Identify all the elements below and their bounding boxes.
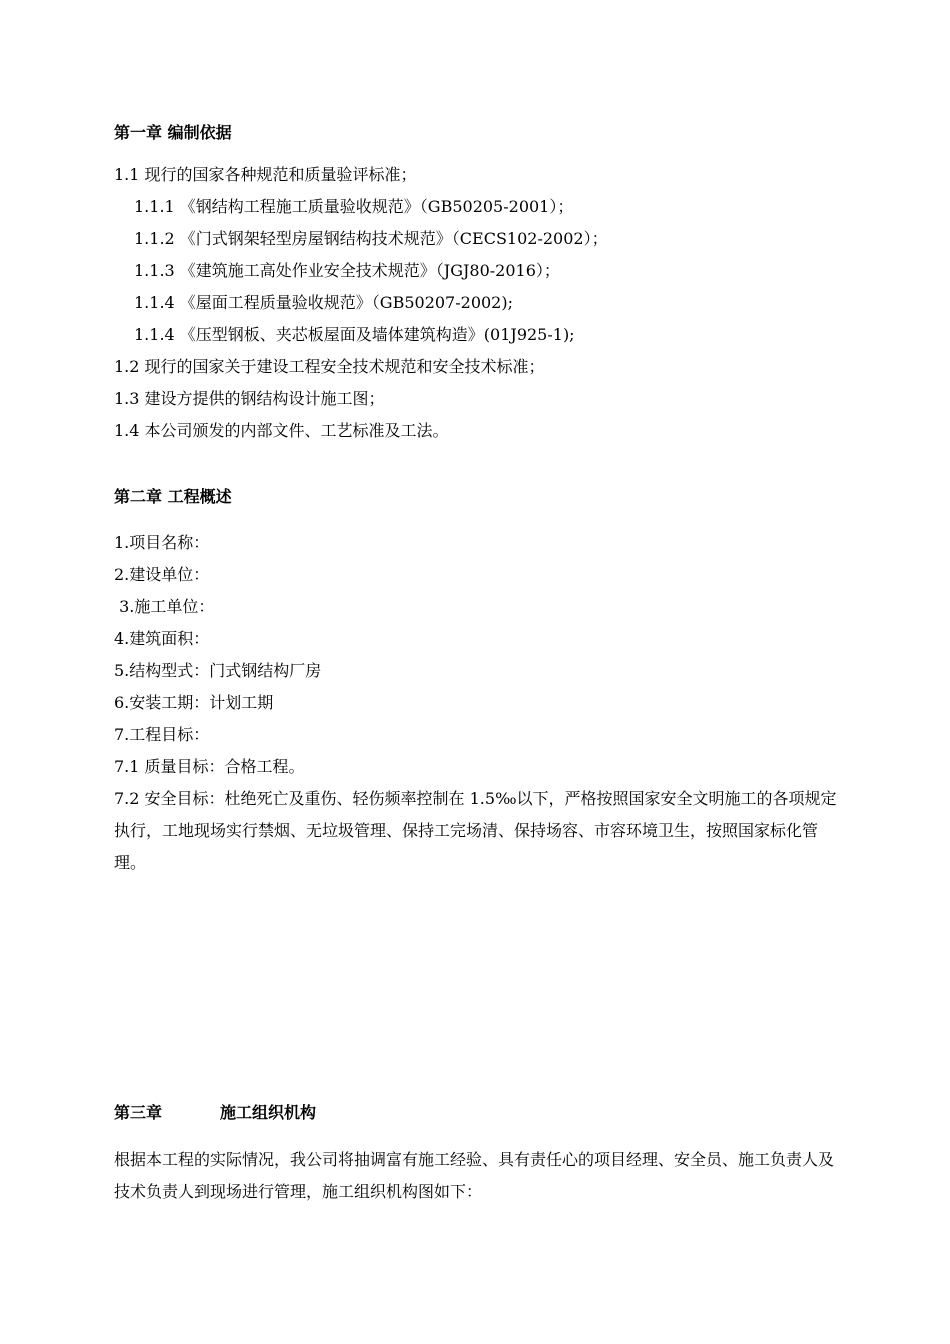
basis-subitem: 1.1.4 《压型钢板、夹芯板屋面及墙体建筑构造》(01J925-1);: [134, 325, 575, 344]
overview-item: 1.项目名称：: [114, 533, 210, 552]
basis-item: 1.4 本公司颁发的内部文件、工艺标准及工法。: [114, 421, 449, 440]
basis-item: 1.3 建设方提供的钢结构设计施工图；: [114, 389, 385, 408]
chapter-2-title: 第二章 工程概述: [114, 487, 232, 506]
basis-subitem: 1.1.1 《钢结构工程施工质量验收规范》（GB50205-2001）；: [134, 197, 574, 216]
chapter-3-number: 第三章: [114, 1103, 163, 1122]
chapter-3-name: 施工组织机构: [220, 1103, 317, 1122]
chapter-3-title: [114, 1102, 316, 1124]
overview-item: 4.建筑面积：: [114, 629, 210, 648]
overview-item: 7.工程目标：: [114, 725, 210, 744]
safety-goal-paragraph: 7.2 安全目标：杜绝死亡及重伤、轻伤频率控制在 1.5‰以下，严格按照国家安全文明施工的各项规定执行，工地现场实行禁烟、无垃圾管理、保持工完场清、保持场容、市容环境卫生，按照国家标化管理。: [114, 789, 837, 872]
basis-subitem: 1.1.3 《建筑施工高处作业安全技术规范》（JGJ80-2016）；: [134, 261, 560, 280]
basis-subitem: 1.1.2 《门式钢架轻型房屋钢结构技术规范》（CECS102-2002）；: [134, 229, 608, 248]
overview-item: 6.安装工期：计划工期: [114, 693, 274, 712]
organization-paragraph: 根据本工程的实际情况，我公司将抽调富有施工经验、具有责任心的项目经理、安全员、施工负责人及技术负责人到现场进行管理，施工组织机构图如下：: [114, 1150, 835, 1201]
overview-item: 5.结构型式：门式钢结构厂房: [114, 661, 322, 680]
overview-item: 2.建设单位：: [114, 565, 210, 584]
chapter-1-title: 第一章 编制依据: [114, 123, 232, 142]
basis-item: 1.1 现行的国家各种规范和质量验评标准；: [114, 165, 417, 184]
overview-item: 7.1 质量目标：合格工程。: [114, 757, 305, 776]
basis-subitem: 1.1.4 《屋面工程质量验收规范》（GB50207-2002);: [134, 293, 513, 312]
basis-item: 1.2 现行的国家关于建设工程安全技术规范和安全技术标准；: [114, 357, 545, 376]
overview-item: 3.施工单位：: [114, 597, 215, 616]
